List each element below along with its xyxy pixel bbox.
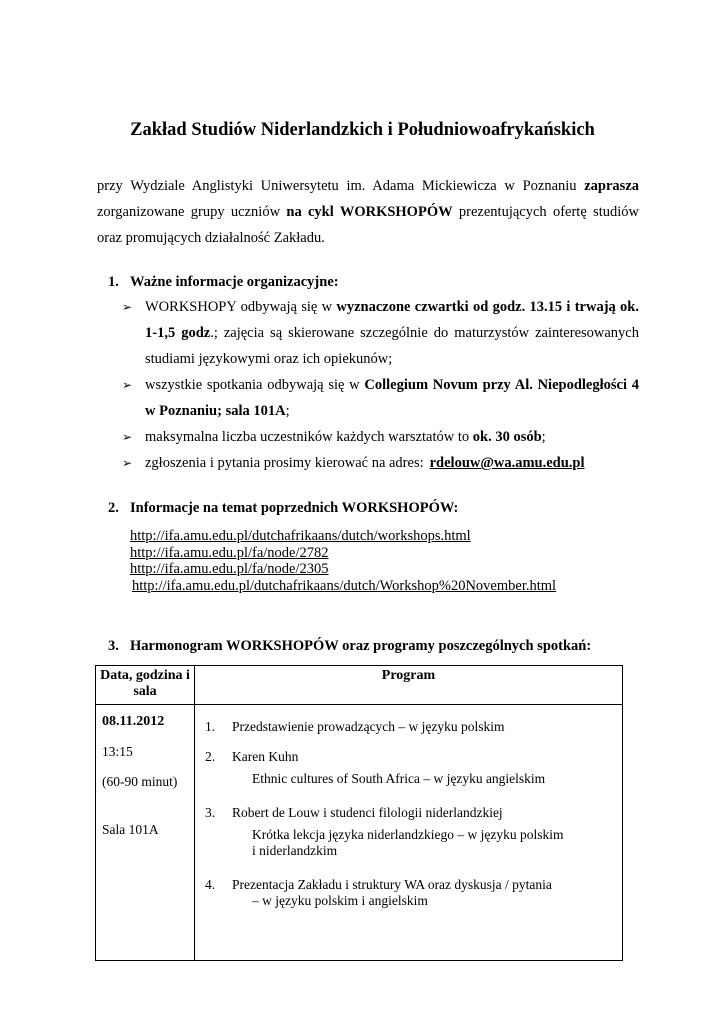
program-item-number: 2. <box>205 749 216 764</box>
section-title: Harmonogram WORKSHOPÓW oraz programy poszczególnych spotkań: <box>130 638 592 654</box>
intro-text: przy Wydziale Anglistyki Uniwersytetu im. Adama Mickiewicza w Poznaniu <box>97 178 585 194</box>
program-item-number: 3. <box>205 805 216 820</box>
bullet-text: ; <box>285 403 290 419</box>
section-2-heading <box>108 500 458 517</box>
program-list <box>201 719 616 909</box>
workshop-link[interactable]: http://ifa.amu.edu.pl/dutchafrikaans/dutch/Workshop%20November.html <box>132 577 557 594</box>
bullet-text: maksymalna liczba uczestników każdych warsztatów to <box>145 429 473 445</box>
program-item-title: Prezentacja Zakładu i struktury WA oraz dyskusja / pytania <box>232 877 552 892</box>
workshop-link[interactable]: http://ifa.amu.edu.pl/dutchafrikaans/dutch/workshops.html <box>130 528 471 544</box>
workshop-duration: (60-90 minut) <box>102 774 178 789</box>
program-item-description-cont: i niderlandzkim <box>252 843 338 858</box>
bullet-item <box>122 424 639 450</box>
workshop-date: 08.11.2012 <box>102 714 165 729</box>
schedule-table <box>95 665 623 961</box>
arrow-bullet-icon: ➢ <box>122 456 133 470</box>
bullet-bold: wyznaczone czwartki od godz. 13.15 i trwają ok. 1-1,5 godz <box>145 299 639 341</box>
workshop-link[interactable]: http://ifa.amu.edu.pl/fa/node/2305 <box>130 561 329 577</box>
column-header-program: Program <box>195 666 623 705</box>
column-header-date: Data, godzina i sala <box>96 666 195 705</box>
intro-paragraph <box>97 173 639 251</box>
bullet-text: WORKSHOPY odbywają się w <box>145 299 337 315</box>
arrow-bullet-icon: ➢ <box>122 430 133 444</box>
section-3-heading <box>108 638 591 655</box>
program-item-description: Ethnic cultures of South Africa – w języku angielskim <box>252 771 546 786</box>
program-item-title: Karen Kuhn <box>232 749 299 764</box>
program-item <box>201 805 616 859</box>
table-header-row <box>96 666 623 705</box>
program-item <box>201 719 616 735</box>
workshop-room: Sala 101A <box>102 822 159 837</box>
info-bullet-list <box>122 294 639 476</box>
page-title: Zakład Studiów Niderlandzkich i Południowoafrykańskich <box>130 120 595 140</box>
contact-email-link[interactable]: rdelouw@wa.amu.edu.pl <box>429 455 585 471</box>
workshop-time: 13:15 <box>102 744 133 759</box>
program-item-number: 4. <box>205 877 216 892</box>
bullet-item <box>122 450 639 476</box>
bullet-bold: Collegium Novum przy Al. Niepodległości 4 w Poznaniu; sala 101A <box>145 377 639 419</box>
program-cell <box>195 705 623 961</box>
intro-text: zorganizowane grupy uczniów <box>97 204 287 220</box>
program-item-number: 1. <box>205 719 216 734</box>
date-cell <box>96 705 195 961</box>
bullet-bold: ok. 30 osób <box>472 429 542 445</box>
table-row <box>96 705 623 961</box>
section-1-heading <box>108 274 339 291</box>
workshop-link[interactable]: http://ifa.amu.edu.pl/fa/node/2782 <box>130 544 329 561</box>
program-item <box>201 749 616 787</box>
section-title: Ważne informacje organizacyjne: <box>130 274 339 290</box>
arrow-bullet-icon: ➢ <box>122 300 133 314</box>
intro-bold-workshops: na cykl WORKSHOPÓW <box>286 204 453 220</box>
bullet-text: .; zajęcia są skierowane szczególnie do maturzystów zainteresowanych studiami językowymi oraz ich opiekunów; <box>145 325 639 367</box>
arrow-bullet-icon: ➢ <box>122 378 133 392</box>
section-title: Informacje na temat poprzednich WORKSHOPÓW: <box>130 500 459 516</box>
bullet-text: ; <box>541 429 546 445</box>
intro-text: prezentujących ofertę studiów oraz promujących działalność Zakładu. <box>97 204 640 246</box>
section-number: 3. <box>108 638 119 654</box>
program-item-title: Przedstawienie prowadzących – w języku polskim <box>232 719 505 734</box>
bullet-item <box>122 294 639 372</box>
section-number: 1. <box>108 274 119 290</box>
previous-workshops-links <box>130 528 556 594</box>
section-number: 2. <box>108 500 119 516</box>
program-item <box>201 877 616 909</box>
program-item-description: – w języku polskim i angielskim <box>252 893 428 908</box>
intro-bold-invite: zaprasza <box>584 178 639 194</box>
bullet-text: wszystkie spotkania odbywają się w <box>145 377 365 393</box>
program-item-description: Krótka lekcja języka niderlandzkiego – w języku polskim <box>252 827 564 842</box>
bullet-text: zgłoszenia i pytania prosimy kierować na adres: <box>145 455 424 471</box>
bullet-item <box>122 372 639 424</box>
program-item-title: Robert de Louw i studenci filologii niderlandzkiej <box>232 805 503 820</box>
